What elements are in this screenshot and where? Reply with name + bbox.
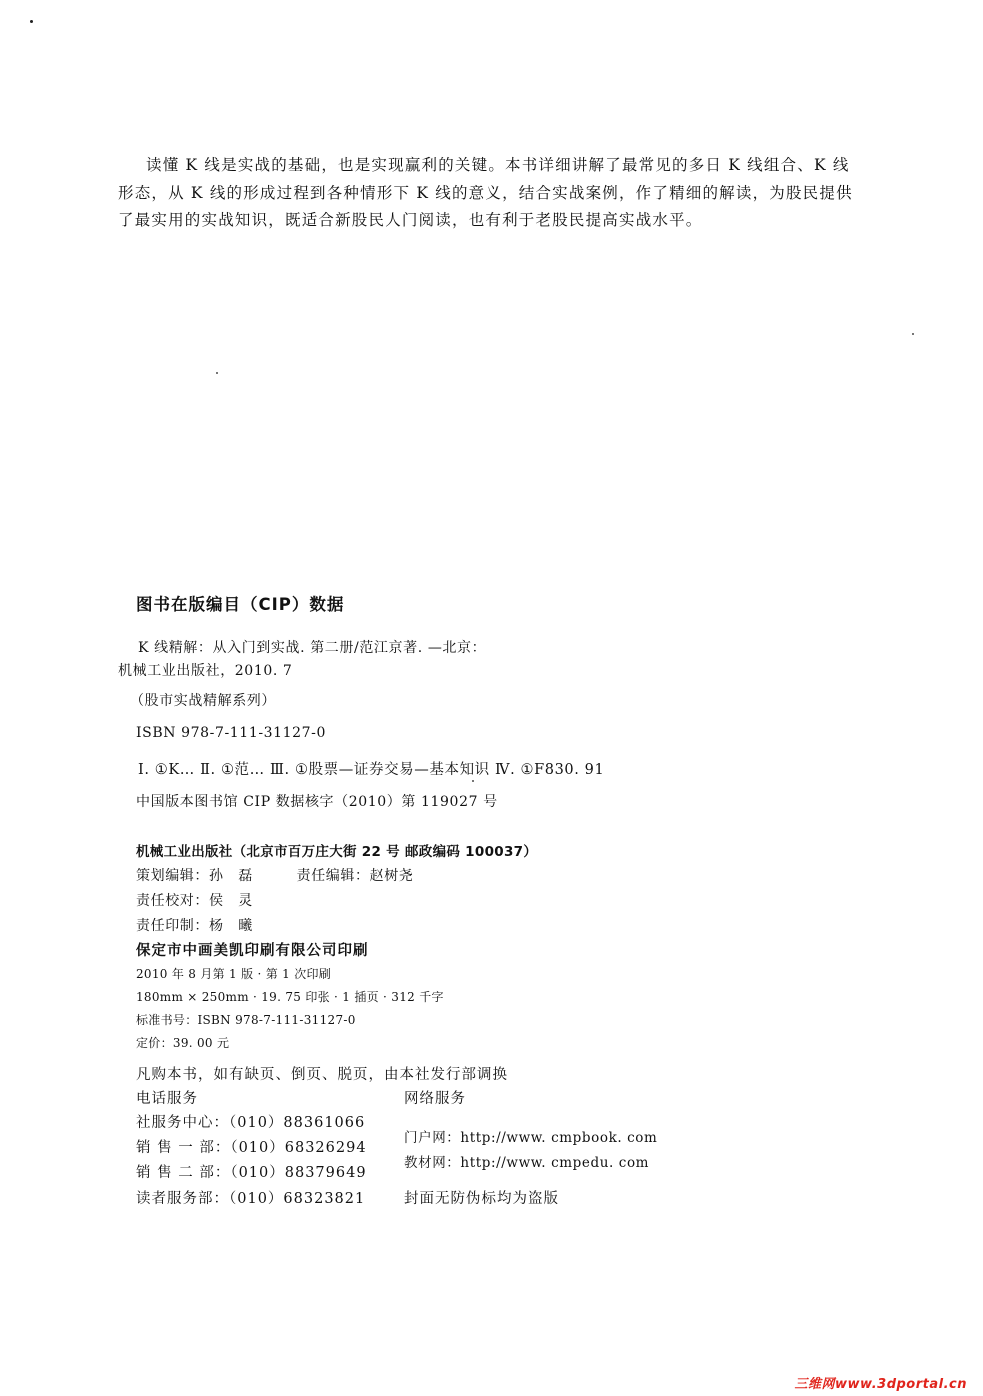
price: 定价：39. 00 元 — [136, 1036, 230, 1050]
cip-series: （股市实战精解系列） — [130, 693, 276, 709]
exchange-notice: 凡购本书，如有缺页、倒页、脱页，由本社发行部调换 — [136, 1067, 508, 1083]
intro-line: 形态，从 K 线的形成过程到各种情形下 K 线的意义，结合实战案例，作了精细的解读，为股民提供 — [118, 183, 853, 202]
intro-line: 了最实用的实战知识，既适合新股民人门阅读，也有利于老股民提高实战水平。 — [118, 211, 703, 229]
corner-mark — [30, 20, 33, 23]
scan-speck — [912, 333, 914, 335]
cip-isbn: ISBN 978-7-111-31127-0 — [136, 725, 327, 741]
network-service-heading: 网络服务 — [404, 1091, 466, 1107]
website-line: 教材网：http://www. cmpedu. com — [404, 1155, 650, 1171]
watermark: 三维网www.3dportal.cn — [794, 1377, 967, 1392]
cip-library-number: 中国版本图书馆 CIP 数据核字（2010）第 119027 号 — [136, 794, 498, 810]
publisher-address: 机械工业出版社（北京市百万庄大街 22 号 邮政编码 100037） — [136, 844, 538, 860]
phone-line: 销 售 二 部：（010）88379649 — [136, 1165, 367, 1181]
phone-line: 销 售 一 部：（010）68326294 — [136, 1140, 367, 1156]
phone-line: 读者服务部：（010）68323821 — [136, 1191, 366, 1207]
website-line: 门户网：http://www. cmpbook. com — [404, 1130, 658, 1146]
scan-speck — [472, 780, 474, 782]
intro-line: 读懂 K 线是实战的基础，也是实现赢利的关键。本书详细讲解了最常见的多日 K 线组合、K 线 — [146, 156, 850, 174]
cip-line: 机械工业出版社，2010. 7 — [118, 663, 293, 679]
scan-speck — [216, 372, 218, 374]
phone-line: 社服务中心：（010）88361066 — [136, 1115, 366, 1131]
standard-book-number: 标准书号：ISBN 978-7-111-31127-0 — [136, 1013, 356, 1027]
cip-title: 图书在版编目（CIP）数据 — [136, 595, 345, 614]
anti-piracy-notice: 封面无防伪标均为盗版 — [404, 1191, 559, 1207]
editor-credits: 策划编辑：孙 磊 责任编辑：赵树尧 — [136, 868, 414, 884]
printer-name: 保定市中画美凯印刷有限公司印刷 — [136, 943, 369, 959]
phone-service-heading: 电话服务 — [136, 1091, 198, 1107]
proofreader-credit: 责任校对：侯 灵 — [136, 893, 253, 909]
format-info: 180mm × 250mm · 19. 75 印张 · 1 插页 · 312 千字 — [136, 990, 444, 1004]
edition-info: 2010 年 8 月第 1 版 · 第 1 次印刷 — [136, 967, 332, 981]
cip-classification: Ⅰ. ①K… Ⅱ. ①范… Ⅲ. ①股票—证券交易—基本知识 Ⅳ. ①F830. 91 — [138, 762, 605, 778]
cip-line: K 线精解：从入门到实战. 第二册/范江京著. —北京： — [138, 640, 487, 656]
print-manager-credit: 责任印制：杨 曦 — [136, 918, 253, 934]
book-introduction — [118, 152, 918, 235]
